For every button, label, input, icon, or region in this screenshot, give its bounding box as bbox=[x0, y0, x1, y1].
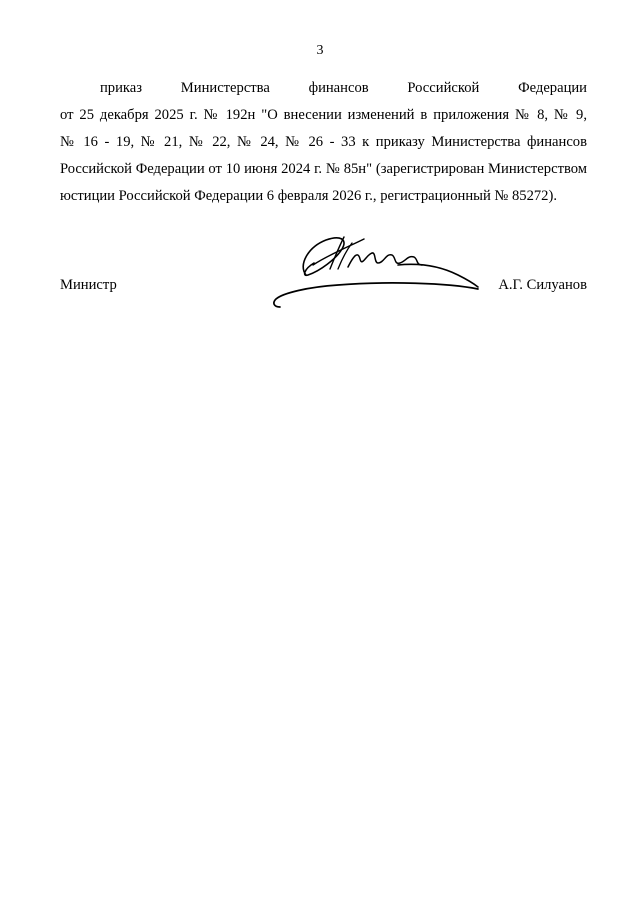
signer-title: Министр bbox=[60, 277, 117, 293]
signature-row bbox=[60, 275, 587, 295]
body-line: Российской Федерации от 10 июня 2024 г. № 85н" (зарегистрирован Министерством bbox=[60, 161, 587, 177]
signer-name: А.Г. Силуанов bbox=[498, 277, 587, 293]
document-body bbox=[60, 75, 587, 210]
body-line: от 25 декабря 2025 г. № 192н "О внесении изменений в приложения № 8, № 9, bbox=[60, 107, 587, 123]
body-line: юстиции Российской Федерации 6 февраля 2026 г., регистрационный № 85272). bbox=[60, 188, 557, 204]
handwritten-signature bbox=[268, 225, 483, 315]
body-line: № 16 - 19, № 21, № 22, № 24, № 26 - 33 к приказу Министерства финансов bbox=[60, 134, 587, 150]
body-line: приказ Министерства финансов Российской Федерации bbox=[100, 80, 587, 96]
page-number: 3 bbox=[316, 43, 324, 58]
